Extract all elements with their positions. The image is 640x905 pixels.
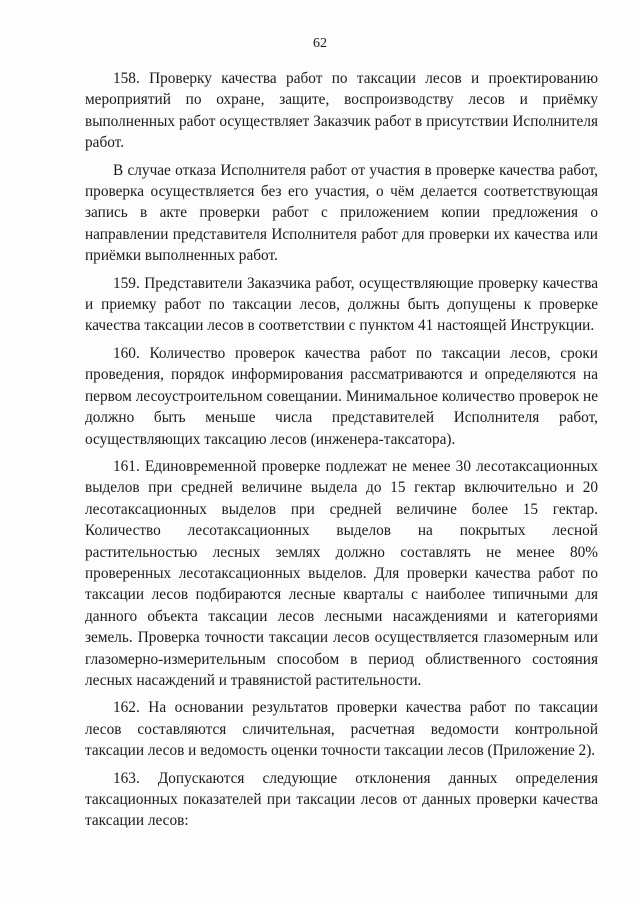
- paragraph-162: 162. На основании результатов проверки качества работ по таксации лесов составляются сличительная, расчетная ведомости контрольной таксации лесов и ведомость оценки точности таксации лесов (Приложение 2).: [85, 699, 598, 760]
- paragraph-158: 158. Проверку качества работ по таксации лесов и проектированию мероприятий по охране, защите, воспроизводству лесов и приёмку выполненных работ осуществляет Заказчик работ в присутствии Исполнителя работ.: [85, 70, 598, 152]
- paragraph-158-refusal: В случае отказа Исполнителя работ от участия в проверке качества работ, проверка осуществляется без его участия, о чём делается соответствующая запись в акте проверки работ с приложением копии предложения о направлении представителя Исполнителя работ для проверки их качества или приёмки выполненных работ.: [85, 161, 598, 265]
- paragraph-159: 159. Представители Заказчика работ, осуществляющие проверку качества и приемку работ по таксации лесов, должны быть допущены к проверке качества таксации лесов в соответствии с пунктом 41 настоящей Инструкции.: [85, 274, 598, 335]
- paragraph-160: 160. Количество проверок качества работ по таксации лесов, сроки проведения, порядок информирования рассматриваются и определяются на первом лесоустроительном совещании. Минимальное количество проверок не должно быть меньше числа представителей Исполнителя работ, осуществляющих таксацию лесов (инженера-таксатора).: [85, 344, 598, 448]
- paragraph-161: 161. Единовременной проверке подлежат не менее 30 лесотаксационных выделов при средней величине выдела до 15 гектар включительно и 20 лесотаксационных выделов при средней величине более 15 гектар. Количество лесотаксационных выделов на покрытых лесной растительностью лесных землях должно составлять не менее 80% проверенных лесотаксационных выделов. Для проверки качества работ по таксации лесов подбираются лесные кварталы с наиболее типичными для данного объекта таксации лесов лесными насаждениями и категориями земель. Проверка точности таксации лесов осуществляется глазомерным или глазомерно-измерительным способом в период облиственного состояния лесных насаждений и травянистой растительности.: [85, 457, 598, 689]
- page-number: 62: [313, 36, 327, 51]
- document-body: [85, 68, 598, 832]
- paragraph-163: 163. Допускаются следующие отклонения данных определения таксационных показателей при таксации лесов от данных проверки качества таксации лесов:: [85, 769, 598, 830]
